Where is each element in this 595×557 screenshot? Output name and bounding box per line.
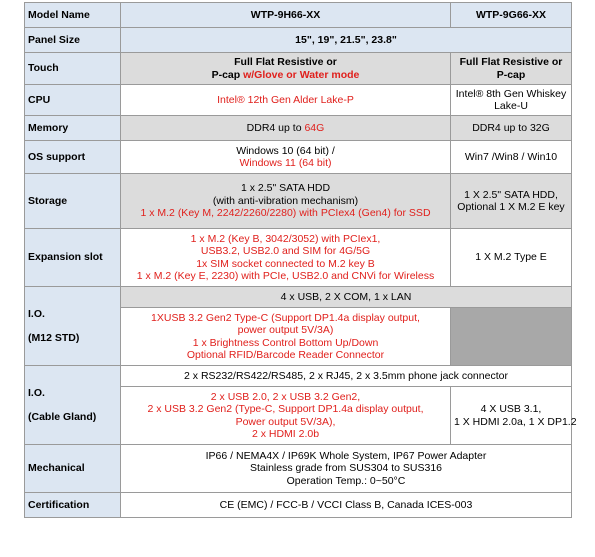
io-m12-col1 [121, 308, 451, 366]
mechanical-line: Stainless grade from SUS304 to SUS316 [249, 462, 443, 475]
os-col1-line1: Windows 10 (64 bit) / [236, 144, 335, 157]
row-cpu [25, 85, 572, 116]
row-model-name [25, 3, 572, 28]
row-mechanical [25, 445, 572, 493]
io-m12-line: 1 x Brightness Control Bottom Up/Down [192, 336, 379, 349]
io-gland-col2 [451, 387, 577, 445]
touch-col2-line2: P-cap [496, 68, 526, 81]
touch-col1-line1: Full Flat Resistive or [234, 56, 337, 68]
io-gland-col2-line1: 4 X USB 3.1, [480, 403, 542, 415]
io-gland-line: 2 x USB 2.0, 2 x USB 3.2 Gen2, [210, 390, 361, 403]
cpu-col1: Intel® 12th Gen Alder Lake-P [121, 85, 451, 116]
storage-col2 [451, 174, 572, 229]
io-gland-col2-line2: 1 X HDMI 2.0a, 1 X DP1.2 [454, 415, 577, 428]
io-m12-line: 1XUSB 3.2 Gen2 Type-C (Support DP1.4a display output, [151, 311, 420, 324]
io-gland-col1 [121, 387, 451, 445]
os-col1-line2: Windows 11 (64 bit) [239, 157, 332, 169]
spec-table [24, 2, 577, 518]
expansion-line: 1x SIM socket connected to M.2 key B [196, 257, 375, 270]
label-io-m12 [25, 287, 121, 366]
expansion-col1 [121, 229, 451, 287]
label-expansion: Expansion slot [25, 229, 121, 287]
touch-col1-glove: w/Glove or Water mode [243, 68, 360, 81]
expansion-line: USB3.2, USB2.0 and SIM for 4G/5G [200, 245, 371, 257]
label-certification: Certification [25, 493, 121, 518]
cpu-col2-line1: Intel® 8th Gen Whiskey [455, 87, 567, 100]
os-col2: Win7 /Win8 / Win10 [451, 141, 572, 174]
label-os: OS support [25, 141, 121, 174]
storage-col2-line1: 1 X 2.5" SATA HDD, [464, 188, 558, 201]
row-expansion [25, 229, 572, 287]
storage-col1-line3: 1 x M.2 (Key M, 2242/2260/2280) with PCIex4 (Gen4) for SSD [140, 207, 431, 220]
model-col2: WTP-9G66-XX [451, 3, 572, 28]
storage-col1-line1: 1 x 2.5" SATA HDD [240, 182, 331, 195]
io-m12-col2-empty [451, 308, 572, 366]
storage-col1 [121, 174, 451, 229]
label-storage: Storage [25, 174, 121, 229]
cpu-col2-line2: Lake-U [494, 100, 528, 112]
cpu-col2 [451, 85, 572, 116]
touch-col1-pcap: P-cap [211, 68, 244, 81]
os-col1 [121, 141, 451, 174]
row-storage [25, 174, 572, 229]
label-io-m12-main: I.O. [28, 307, 45, 320]
expansion-line: 1 x M.2 (Key B, 3042/3052) with PCIex1, [190, 232, 381, 245]
io-gland-line: Power output 5V/3A), [235, 415, 336, 428]
row-os [25, 141, 572, 174]
io-gland-line: 2 x HDMI 2.0b [251, 428, 320, 440]
row-io-m12-shared [25, 287, 572, 308]
model-col1: WTP-9H66-XX [121, 3, 451, 28]
label-panel-size: Panel Size [25, 28, 121, 53]
io-gland-line: 2 x USB 3.2 Gen2 (Type-C, Support DP1.4a display output, [147, 403, 424, 415]
memory-col1-size: 64G [304, 121, 325, 134]
label-io-gland-main: I.O. [28, 386, 45, 399]
expansion-col2: 1 X M.2 Type E [451, 229, 572, 287]
panel-size-value: 15", 19", 21.5", 23.8" [121, 28, 572, 53]
row-io-gland-shared [25, 366, 572, 387]
label-touch: Touch [25, 53, 121, 85]
row-memory [25, 116, 572, 141]
label-model-name: Model Name [25, 3, 121, 28]
label-mechanical: Mechanical [25, 445, 121, 493]
mechanical-line: Operation Temp.: 0~50°C [286, 474, 406, 487]
memory-col1-text: DDR4 up to [246, 121, 305, 134]
touch-col1 [121, 53, 451, 85]
expansion-line: 1 x M.2 (Key E, 2230) with PCIe, USB2.0 and CNVi for Wireless [136, 270, 435, 282]
storage-col1-line2: (with anti-vibration mechanism) [212, 194, 359, 207]
memory-col1 [121, 116, 451, 141]
io-m12-line: Optional RFID/Barcode Reader Connector [186, 349, 385, 361]
label-io-m12-sub: (M12 STD) [28, 332, 80, 344]
memory-col2: DDR4 up to 32G [451, 116, 572, 141]
label-io-gland-sub: (Cable Gland) [28, 411, 97, 423]
certification-value: CE (EMC) / FCC-B / VCCI Class B, Canada ICES-003 [121, 493, 572, 518]
row-panel-size [25, 28, 572, 53]
row-certification [25, 493, 572, 518]
label-memory: Memory [25, 116, 121, 141]
touch-col1-line2 [124, 69, 447, 82]
io-m12-shared: 4 x USB, 2 X COM, 1 x LAN [121, 287, 572, 308]
mechanical-line: IP66 / NEMA4X / IP69K Whole System, IP67 Power Adapter [205, 449, 487, 462]
io-m12-line: power output 5V/3A) [237, 324, 334, 336]
row-touch [25, 53, 572, 85]
label-io-gland [25, 366, 121, 445]
storage-col2-line2: Optional 1 X M.2 E key [457, 201, 565, 213]
label-cpu: CPU [25, 85, 121, 116]
touch-col2 [451, 53, 572, 85]
io-gland-shared: 2 x RS232/RS422/RS485, 2 x RJ45, 2 x 3.5mm phone jack connector [121, 366, 572, 387]
mechanical-value [121, 445, 572, 493]
touch-col2-line1: Full Flat Resistive or [459, 56, 563, 68]
